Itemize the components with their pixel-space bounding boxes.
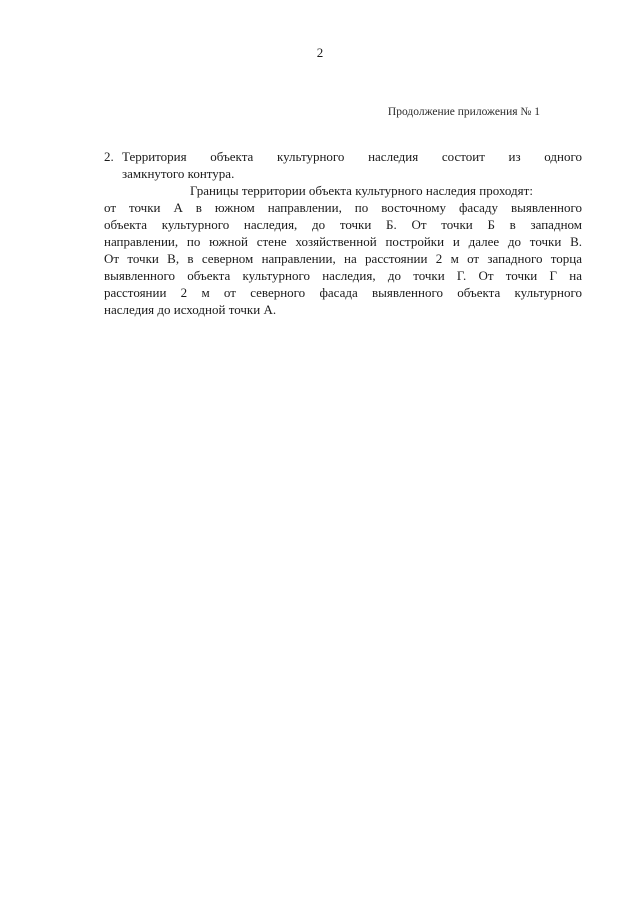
section-heading [104,148,582,182]
section-heading-line-1: Территория объекта культурного наследия состоит из одного [122,149,582,164]
boundary-line-3: объекта культурного наследия, до точки Б. От точки Б в западном [104,217,582,232]
boundary-line-1: Границы территории объекта культурного наследия проходят: [190,183,533,198]
boundary-line-2: от точки А в южном направлении, по восточному фасаду выявленного [104,200,582,215]
page-number: 2 [316,45,324,60]
boundary-line-5: От точки В, в северном направлении, на расстоянии 2 м от западного торца [104,251,582,266]
boundary-line-6: выявленного объекта культурного наследия, до точки Г. От точки Г на [104,268,582,283]
boundary-line-7: расстоянии 2 м от северного фасада выявленного объекта культурного [104,285,582,300]
section-heading-line-2: замкнутого контура. [122,166,235,181]
boundary-line-8: наследия до исходной точки А. [104,302,277,317]
section-number: 2. [104,149,114,164]
continuation-label: Продолжение приложения № 1 [387,106,540,118]
document-body [104,148,582,318]
boundary-paragraph [104,182,582,318]
section-heading-text [122,148,582,182]
boundary-line-4: направлении, по южной стене хозяйственной постройки и далее до точки В. [104,234,582,249]
